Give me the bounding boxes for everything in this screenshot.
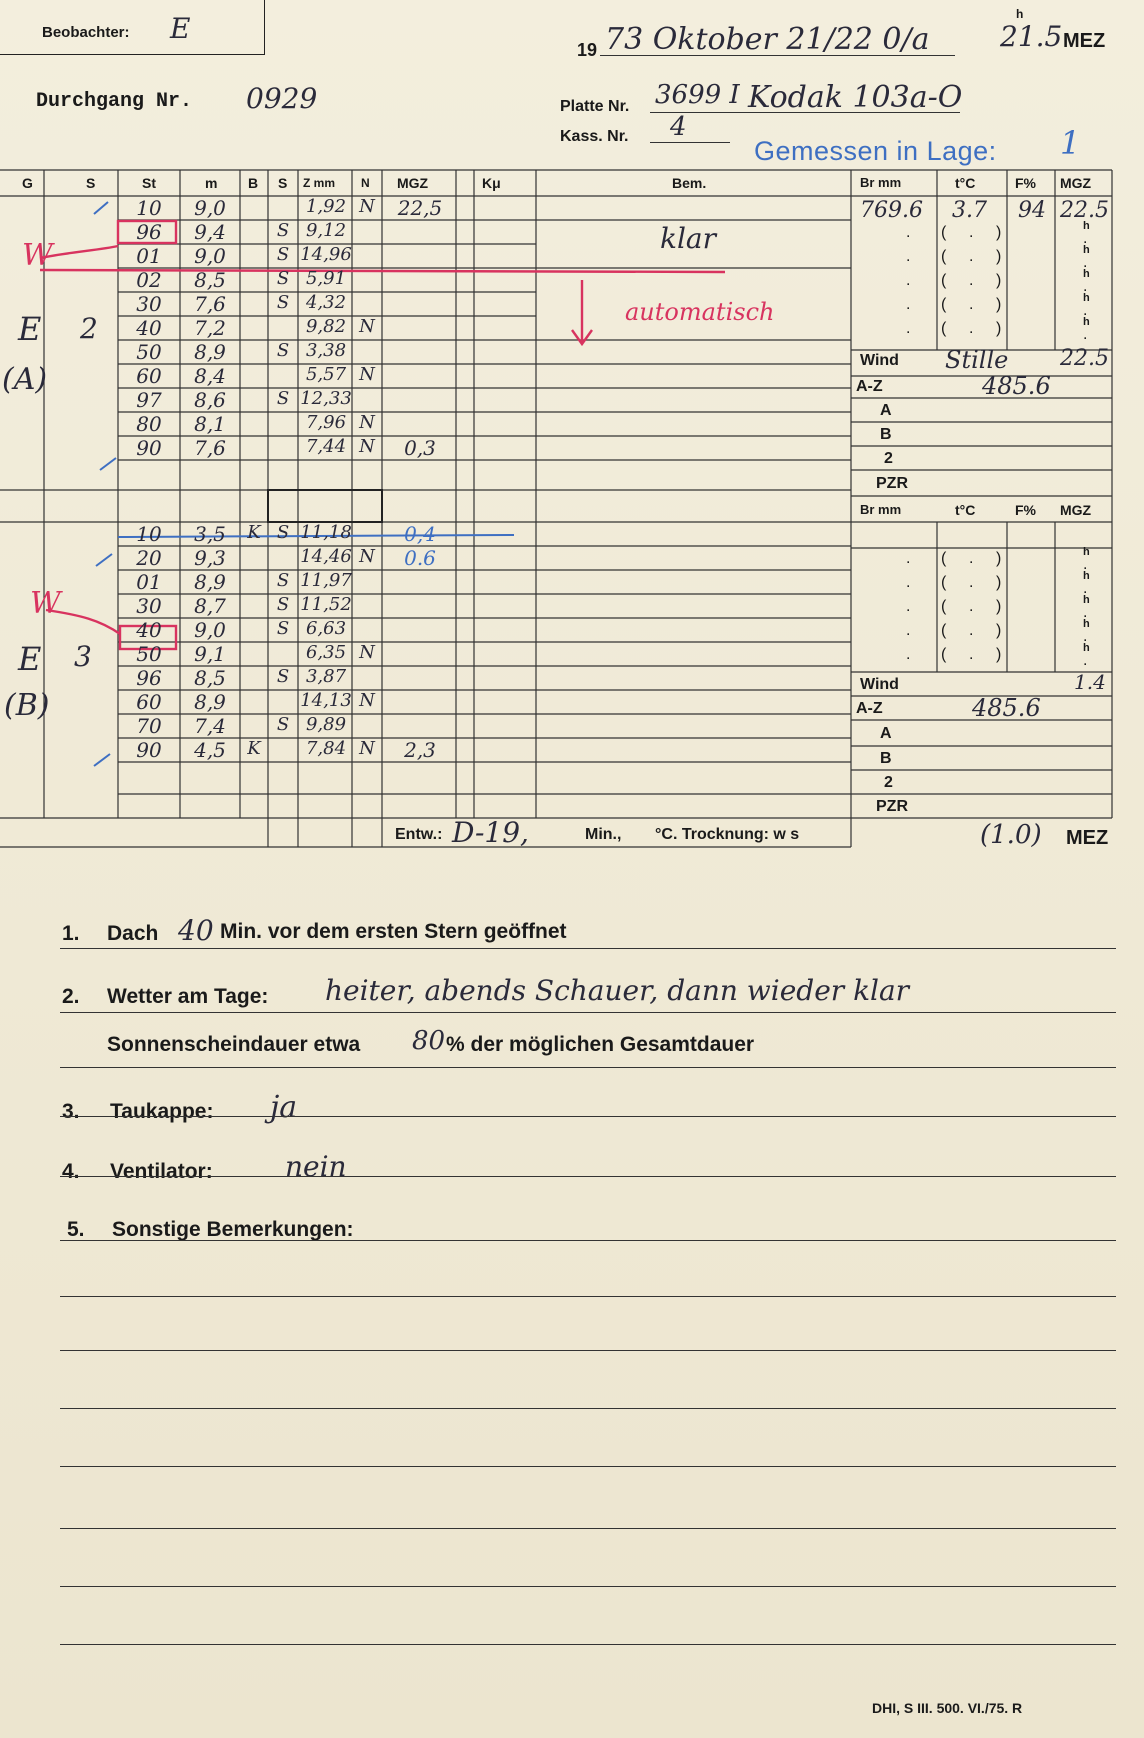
- w1-pzr-label: PZR: [876, 475, 908, 492]
- cell-st: 90: [136, 436, 162, 460]
- w1-az-label: A-Z: [856, 378, 883, 395]
- cell-mgz: 2,3: [404, 738, 436, 762]
- cell-s: S: [276, 714, 290, 735]
- cell-b: K: [247, 738, 261, 759]
- form-code: DHI, S III. 500. VI./75. R: [872, 1700, 1023, 1716]
- sun-a: Sonnenscheindauer etwa: [107, 1033, 361, 1056]
- cell-z: 7,96: [305, 412, 347, 433]
- cell-b: K: [247, 522, 261, 543]
- cell-m: 8,9: [194, 690, 226, 714]
- col-header-m: m: [205, 175, 218, 191]
- w2-az-value: 485.6: [972, 694, 1041, 722]
- cell-st: 30: [136, 292, 162, 316]
- blank-line: [60, 1350, 1116, 1351]
- note4-label: Ventilator:: [110, 1160, 213, 1183]
- cell-z: 14,46: [300, 546, 352, 567]
- cell-z: 11,18: [300, 522, 352, 543]
- cell-z: 14,13: [300, 690, 352, 711]
- sun-line: [60, 1067, 1116, 1068]
- blank-line: [60, 1644, 1116, 1645]
- cell-m: 8,4: [194, 364, 226, 388]
- note3-value: ja: [270, 1090, 298, 1125]
- note3-line: [60, 1116, 1116, 1117]
- cell-n: N: [359, 546, 375, 567]
- w2-2-label: 2: [884, 774, 893, 791]
- end-tz-label: MEZ: [1066, 827, 1109, 849]
- blank-line: [60, 1296, 1116, 1297]
- cell-st: 10: [136, 522, 162, 546]
- cell-st: 50: [136, 340, 162, 364]
- note5-line: [60, 1240, 1116, 1241]
- cell-z: 3,87: [305, 666, 347, 687]
- cell-z: 9,82: [305, 316, 347, 337]
- cell-m: 8,9: [194, 570, 226, 594]
- cell-m: 7,4: [194, 714, 226, 738]
- temp-label: °C. Trocknung: w s: [655, 826, 800, 843]
- cell-n: N: [359, 642, 375, 663]
- weather-row-placeholder: . ( . ) h .: [906, 316, 1090, 343]
- cell-m: 7,6: [194, 292, 226, 316]
- w1-b-label: B: [880, 426, 892, 443]
- cell-st: 96: [136, 666, 162, 690]
- cell-n: N: [359, 436, 375, 457]
- col-header-s: S: [86, 175, 96, 191]
- col-header-mgz: MGZ: [397, 175, 429, 191]
- cell-m: 9,0: [194, 618, 226, 642]
- note1-num: 1.: [62, 922, 80, 945]
- cell-z: 5,91: [305, 268, 347, 289]
- note4-value: nein: [285, 1150, 347, 1183]
- note1-value: 40: [178, 914, 214, 947]
- note4-line: [60, 1176, 1116, 1177]
- col-header-n: N: [361, 176, 370, 190]
- cell-s: S: [276, 292, 290, 313]
- cell-z: 11,52: [300, 594, 352, 615]
- cell-mgz: 0.6: [404, 546, 436, 570]
- cell-n: N: [359, 412, 375, 433]
- cell-z: 7,44: [305, 436, 347, 457]
- plate-label: Platte Nr.: [560, 98, 630, 115]
- cell-s: S: [276, 594, 290, 615]
- col-header-br: Br mm: [860, 175, 902, 190]
- note5-num: 5.: [67, 1218, 85, 1241]
- w-mark-1: W: [22, 238, 53, 273]
- weather-row-placeholder: . ( . ) h .: [906, 268, 1090, 295]
- w1-2-label: 2: [884, 450, 893, 467]
- w2-pzr-label: PZR: [876, 798, 908, 815]
- block1-g-paren: (A): [2, 362, 48, 397]
- cell-m: 7,2: [194, 316, 226, 340]
- cell-n: N: [359, 364, 375, 385]
- col-header-g: G: [22, 175, 33, 191]
- remark-klar: klar: [660, 222, 716, 255]
- cell-st: 70: [136, 714, 162, 738]
- cell-m: 8,9: [194, 340, 226, 364]
- cell-z: 5,57: [305, 364, 347, 385]
- cell-s: S: [276, 522, 290, 543]
- w1-br: 769.6: [860, 198, 923, 223]
- blank-line: [60, 1408, 1116, 1409]
- note4-num: 4.: [62, 1160, 80, 1183]
- cell-st: 60: [136, 364, 162, 388]
- col-header-mgz-right-2: MGZ: [1060, 502, 1092, 518]
- note1-b: Min. vor dem ersten Stern geöffnet: [220, 920, 567, 943]
- cell-st: 20: [136, 546, 162, 570]
- cell-m: 8,1: [194, 412, 226, 436]
- cell-m: 4,5: [194, 738, 226, 762]
- cell-st: 50: [136, 642, 162, 666]
- cell-mgz: 0,3: [404, 436, 436, 460]
- cell-s: S: [276, 340, 290, 361]
- cell-z: 6,35: [305, 642, 347, 663]
- cell-n: N: [359, 196, 375, 217]
- year-prefix: 19: [577, 40, 598, 60]
- cell-s: S: [276, 618, 290, 639]
- cell-st: 90: [136, 738, 162, 762]
- blank-line: [60, 1528, 1116, 1529]
- entw-label: Entw.:: [395, 826, 443, 843]
- w1-wind-label: Wind: [860, 352, 899, 369]
- cell-st: 10: [136, 196, 162, 220]
- cell-m: 9,0: [194, 244, 226, 268]
- min-label: Min.,: [585, 826, 622, 843]
- block1-g: E: [18, 310, 42, 348]
- col-header-b: B: [248, 175, 259, 191]
- cell-m: 3,5: [194, 522, 226, 546]
- cell-st: 96: [136, 220, 162, 244]
- observer-label: Beobachter:: [42, 24, 130, 41]
- note1-line: [60, 948, 1116, 949]
- note3-num: 3.: [62, 1100, 80, 1123]
- cell-m: 8,5: [194, 268, 226, 292]
- cell-z: 6,63: [305, 618, 347, 639]
- cell-st: 97: [136, 388, 162, 412]
- cell-z: 11,97: [300, 570, 352, 591]
- note2-label: Wetter am Tage:: [107, 985, 269, 1008]
- measured-stamp: Gemessen in Lage:: [754, 136, 997, 166]
- w-mark-2: W: [30, 586, 61, 621]
- cell-mgz: 22,5: [397, 196, 443, 220]
- cell-st: 02: [136, 268, 162, 292]
- block1-s: 2: [80, 312, 98, 345]
- w2-b-label: B: [880, 750, 892, 767]
- w1-az-value: 485.6: [982, 372, 1051, 400]
- sun-value: 80: [412, 1026, 446, 1056]
- time-value: 21.5: [1000, 20, 1063, 53]
- weather-row-placeholder: . ( . ) h .: [906, 594, 1090, 621]
- w2-wind-mgz: 1.4: [1074, 670, 1106, 694]
- weather-row-placeholder: . ( . ) h .: [906, 570, 1090, 597]
- cell-st: 80: [136, 412, 162, 436]
- w1-wind-mgz: 22.5: [1060, 346, 1109, 371]
- w1-t: 3.7: [952, 198, 987, 223]
- block2-s: 3: [74, 640, 92, 673]
- weather-row-placeholder: . ( . ) h .: [906, 292, 1090, 319]
- w1-a-label: A: [880, 402, 892, 419]
- date-value: 73 Oktober 21/22 0/a: [605, 22, 930, 57]
- cell-m: 8,5: [194, 666, 226, 690]
- cell-z: 3,38: [305, 340, 347, 361]
- col-header-f-2: F%: [1015, 502, 1036, 518]
- cell-st: 40: [136, 316, 162, 340]
- sun-b: % der möglichen Gesamtdauer: [446, 1033, 755, 1056]
- cell-z: 1,92: [305, 196, 347, 217]
- col-header-t-2: t°C: [955, 502, 976, 518]
- w2-az-label: A-Z: [856, 700, 883, 717]
- weather-row-placeholder: . ( . ) h .: [906, 244, 1090, 271]
- cell-s: S: [276, 268, 290, 289]
- col-header-z: Z mm: [303, 176, 336, 190]
- cell-m: 9,1: [194, 642, 226, 666]
- w1-f: 94: [1018, 198, 1046, 223]
- cell-m: 8,6: [194, 388, 226, 412]
- w1-wind-value: Stille: [945, 346, 1009, 374]
- cell-s: S: [276, 570, 290, 591]
- time-sup: h: [1016, 7, 1024, 21]
- weather-row-placeholder: . ( . ) h .: [906, 642, 1090, 669]
- cell-st: 01: [136, 244, 162, 268]
- col-header-mgz-right: MGZ: [1060, 175, 1092, 191]
- note5-label: Sonstige Bemerkungen:: [112, 1218, 354, 1241]
- cell-z: 9,12: [305, 220, 347, 241]
- w2-wind-label: Wind: [860, 676, 899, 693]
- note3-label: Taukappe:: [110, 1100, 214, 1123]
- block2-g: E: [18, 640, 42, 678]
- cell-s: S: [276, 388, 290, 409]
- plate-value: 3699 I: [655, 80, 740, 110]
- col-header-br-2: Br mm: [860, 502, 902, 517]
- cell-st: 30: [136, 594, 162, 618]
- col-header-f: F%: [1015, 175, 1036, 191]
- transit-label: Durchgang Nr.: [36, 90, 193, 113]
- cell-s: S: [276, 244, 290, 265]
- cell-z: 14,96: [300, 244, 352, 265]
- cell-m: 7,6: [194, 436, 226, 460]
- w1-mgz: 22.5: [1060, 198, 1109, 223]
- cell-st: 40: [136, 618, 162, 642]
- col-header-bem: Bem.: [672, 175, 707, 191]
- cassette-label: Kass. Nr.: [560, 128, 629, 145]
- cell-n: N: [359, 316, 375, 337]
- note2-line: [60, 1012, 1116, 1013]
- cell-m: 9,4: [194, 220, 226, 244]
- col-header-kmu: Kμ: [482, 175, 501, 191]
- cell-z: 12,33: [300, 388, 352, 409]
- cell-st: 01: [136, 570, 162, 594]
- cell-s: S: [276, 666, 290, 687]
- note1-a: Dach: [107, 922, 159, 945]
- transit-value: 0929: [246, 82, 318, 115]
- cell-mgz: 0,4: [404, 522, 436, 546]
- col-header-t: t°C: [955, 175, 976, 191]
- cell-n: N: [359, 690, 375, 711]
- cell-m: 9,3: [194, 546, 226, 570]
- end-time-value: (1.0): [980, 820, 1042, 850]
- cassette-value: 4: [670, 112, 687, 142]
- w2-a-label: A: [880, 725, 892, 742]
- blank-line: [60, 1586, 1116, 1587]
- cell-n: N: [359, 738, 375, 759]
- cell-m: 9,0: [194, 196, 226, 220]
- cell-m: 8,7: [194, 594, 226, 618]
- weather-row-placeholder: . ( . ) h .: [906, 546, 1090, 573]
- entw-value: D-19,: [452, 816, 529, 849]
- block2-g-paren: (B): [4, 688, 50, 723]
- observer-value: E: [170, 12, 191, 45]
- col-header-st: St: [142, 175, 156, 191]
- weather-row-placeholder: . ( . ) h .: [906, 618, 1090, 645]
- remark-automatisch: automatisch: [625, 298, 775, 326]
- note2-value: heiter, abends Schauer, dann wieder klar: [325, 974, 910, 1007]
- tz-label: MEZ: [1063, 30, 1106, 52]
- plate-type: Kodak 103a-O: [748, 80, 963, 115]
- weather-row-placeholder: . ( . ) h .: [906, 220, 1090, 247]
- measured-stamp-value: 1: [1060, 124, 1081, 162]
- note2-num: 2.: [62, 985, 80, 1008]
- cell-z: 4,32: [305, 292, 347, 313]
- cell-s: S: [276, 220, 290, 241]
- cell-z: 9,89: [305, 714, 347, 735]
- blank-line: [60, 1466, 1116, 1467]
- col-header-s2: S: [278, 175, 288, 191]
- cell-z: 7,84: [305, 738, 347, 759]
- cell-st: 60: [136, 690, 162, 714]
